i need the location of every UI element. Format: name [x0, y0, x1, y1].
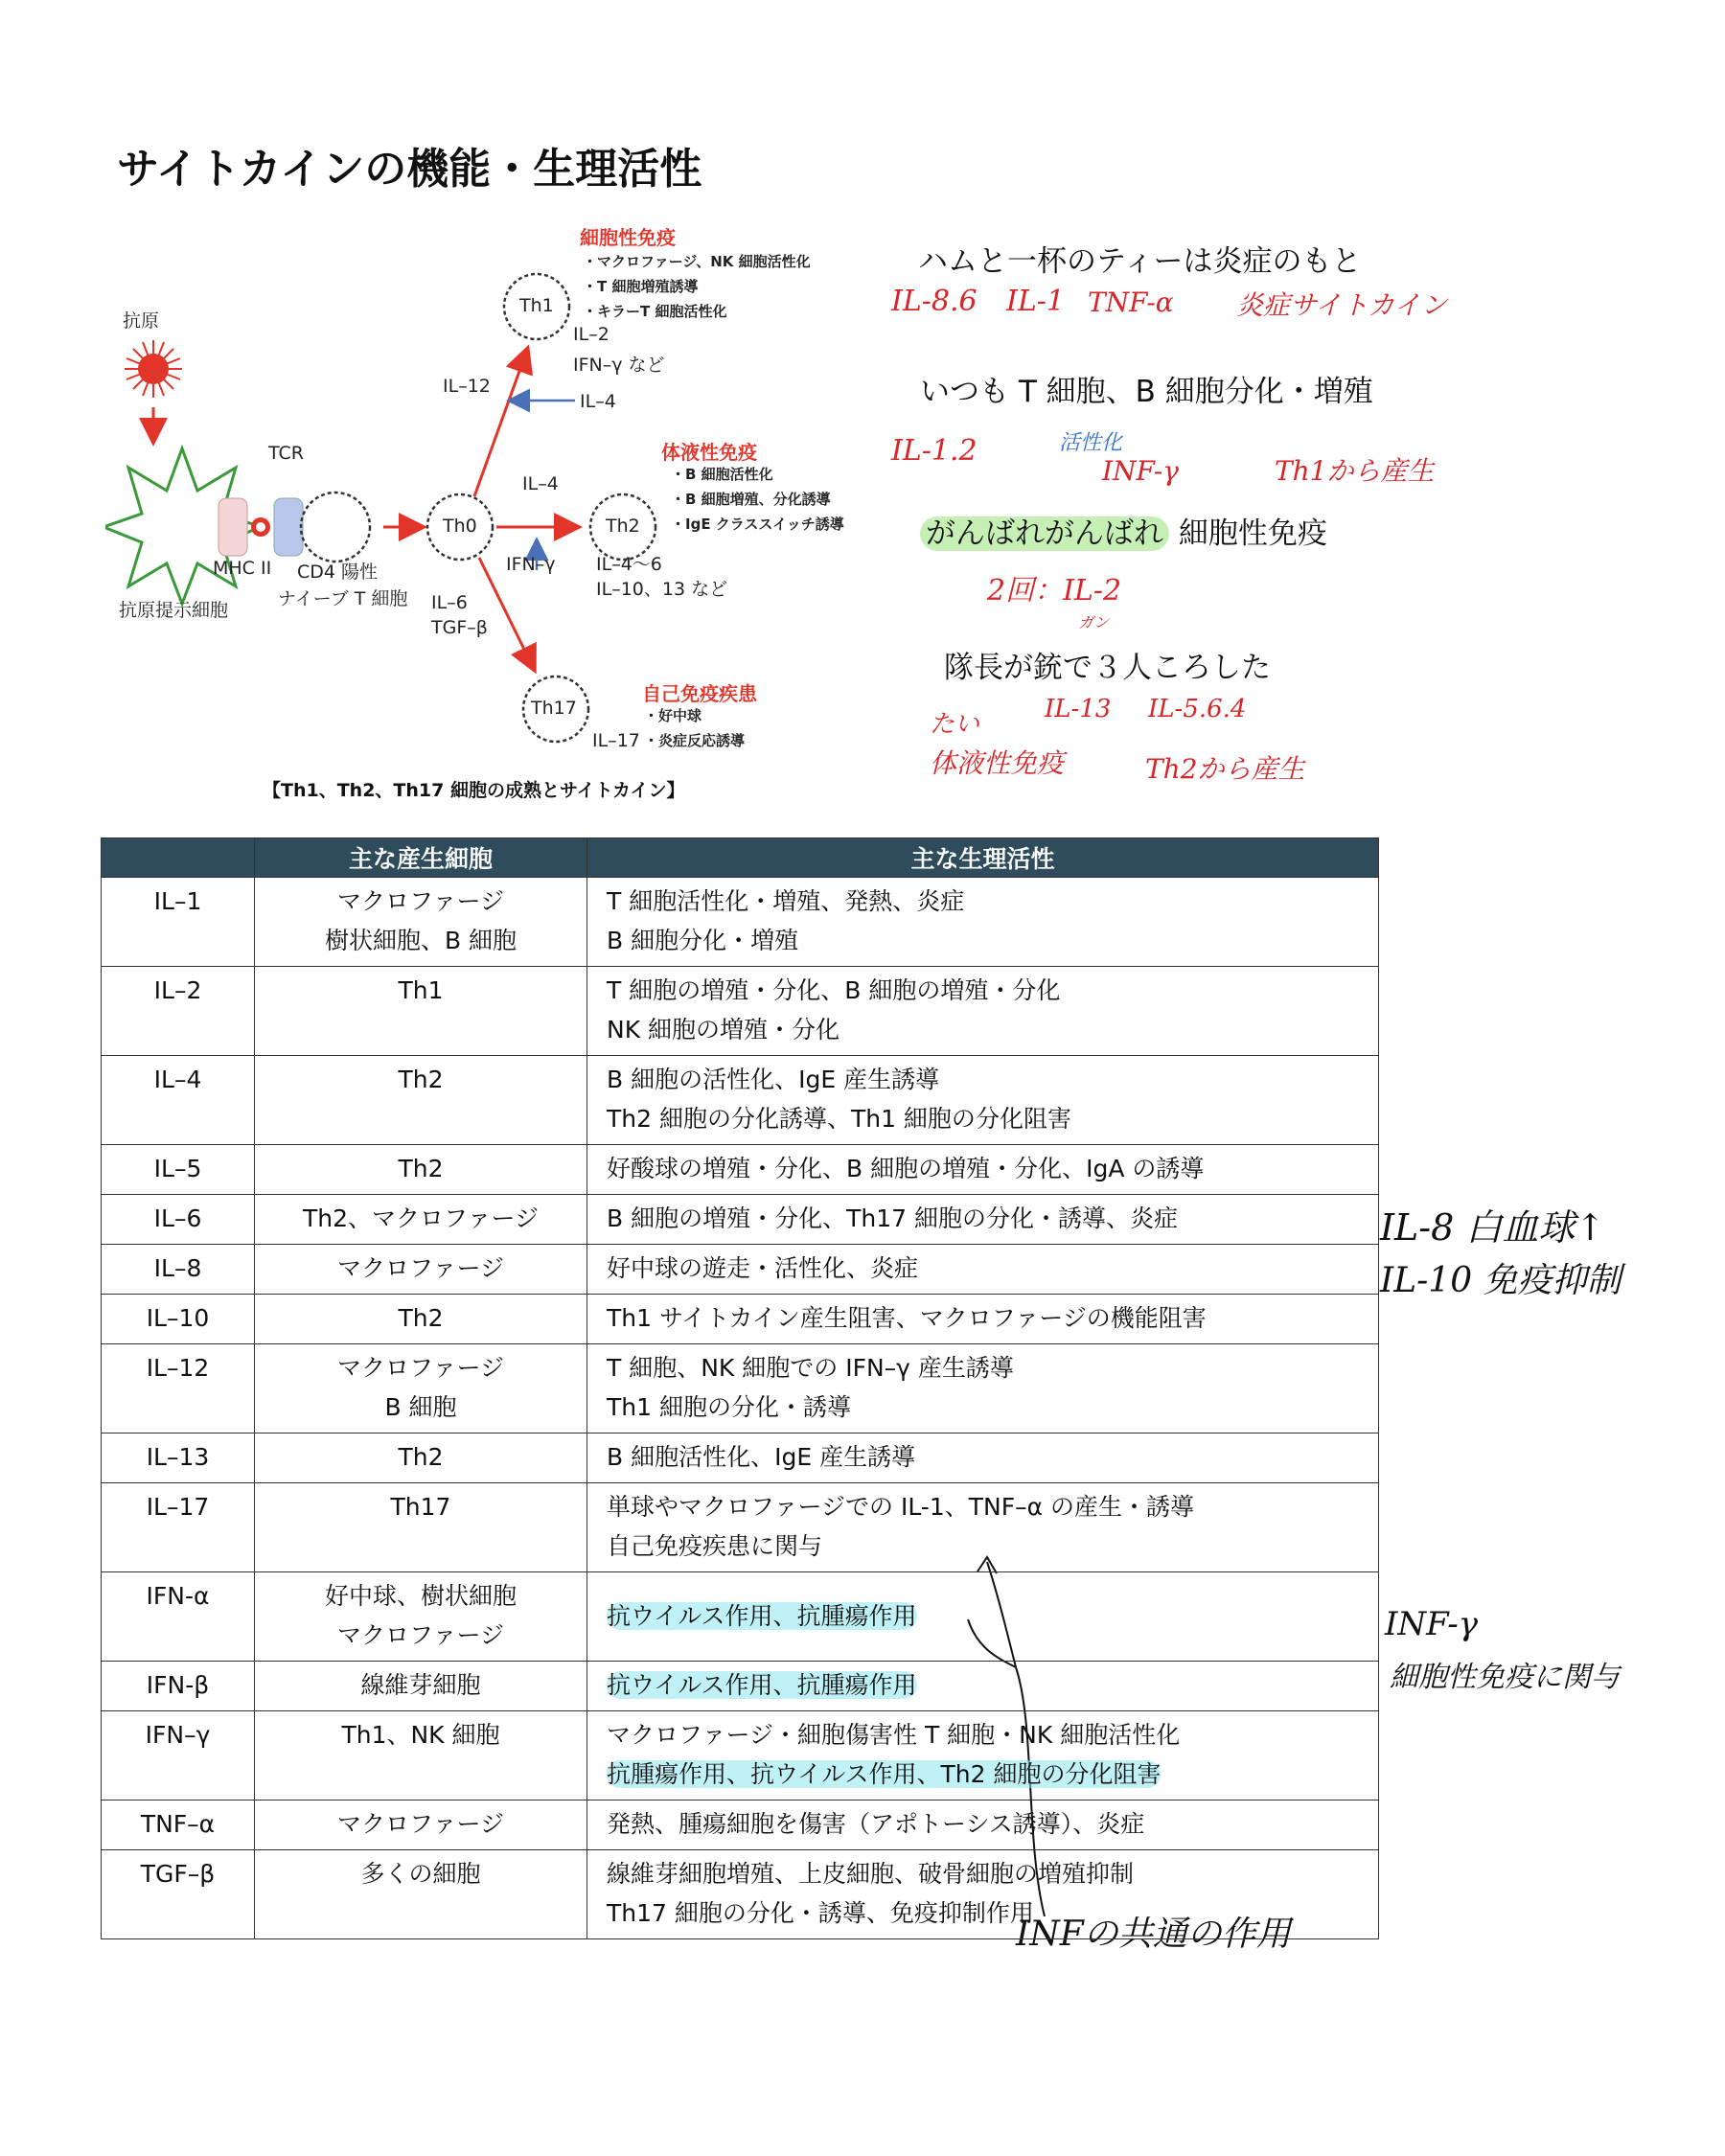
- activity-line: Th1 細胞の分化・誘導: [607, 1393, 851, 1421]
- cytokine-name-cell: IL–8: [102, 1245, 255, 1295]
- activity-line: Th17 細胞の分化・誘導、免疫抑制作用: [607, 1899, 1034, 1927]
- activity-line: T 細胞の増殖・分化、B 細胞の増殖・分化: [607, 976, 1061, 1004]
- activity-line-wrap: [607, 921, 1370, 960]
- table-row: [102, 1344, 1379, 1434]
- hw-th2-produced: Th2から産生: [1145, 753, 1305, 785]
- activity-line-wrap: [607, 1348, 1370, 1388]
- activity-line-wrap: [607, 1388, 1370, 1427]
- list-item: ・好中球: [644, 707, 702, 724]
- cytokine-name-cell: IL–6: [102, 1195, 255, 1245]
- producing-cell-line: Th17: [390, 1493, 451, 1521]
- cytokine-name-cell: IL–2: [102, 967, 255, 1056]
- hw-il12: IL-1.2: [891, 434, 978, 468]
- producing-cell-line: Th1: [398, 976, 444, 1004]
- producing-cell-line: Th2: [398, 1443, 444, 1471]
- hw-inflammatory: 炎症サイトカイン: [1236, 289, 1448, 321]
- producing-cells-cell: [255, 1195, 587, 1245]
- th2-cytokine-2: IL–10、13 など: [596, 579, 728, 600]
- th17-cytokine: IL–17: [592, 730, 640, 751]
- activity-line: B 細胞活性化、IgE 産生誘導: [607, 1443, 916, 1471]
- cytokine-name-cell: IL–5: [102, 1145, 255, 1195]
- activity-line-wrap: [607, 1060, 1370, 1099]
- mnemonic-line-3: [920, 509, 1327, 552]
- activity-line-wrap: [607, 1199, 1370, 1238]
- table-header-row: [102, 838, 1379, 878]
- tcr-label: TCR: [268, 443, 304, 464]
- table-row: [102, 1800, 1379, 1850]
- hw-il13: IL-13: [1045, 695, 1112, 723]
- activity-cell: [587, 1295, 1379, 1344]
- producing-cells-cell: [255, 1483, 587, 1572]
- mnemonic-notes: [891, 225, 1466, 819]
- activity-cell: [587, 1056, 1379, 1145]
- hw-side-il8: IL-8 白血球↑: [1380, 1206, 1606, 1249]
- il4-inhibit-label: IL–4: [580, 391, 616, 412]
- th0-label: Th0: [443, 516, 477, 537]
- producing-cell-line: 線維芽細胞: [360, 1671, 481, 1699]
- activity-line-wrap: [607, 1249, 1370, 1288]
- producing-cell-line: 好中球、樹状細胞: [324, 1582, 517, 1610]
- mnemonic-line-2: いつも T 細胞、B 細胞分化・増殖: [920, 375, 1373, 409]
- activity-line-wrap: [607, 1715, 1370, 1755]
- th17-label: Th17: [531, 698, 577, 719]
- humoral-immunity-list: [671, 462, 844, 537]
- hw-il86: IL-8.6: [891, 285, 978, 318]
- page-title: サイトカインの機能・生理活性: [117, 145, 702, 194]
- producing-cell-line: マクロファージ: [336, 887, 504, 915]
- producing-cell-line: B 細胞: [384, 1393, 457, 1421]
- activity-line: Th2 細胞の分化誘導、Th1 細胞の分化阻害: [607, 1105, 1071, 1133]
- producing-cell-line: Th2: [398, 1304, 444, 1332]
- cellular-immunity-list: [583, 249, 811, 324]
- th2-label: Th2: [606, 516, 640, 537]
- mnemonic-line-1: ハムと一杯のティーは炎症のもと: [918, 244, 1362, 279]
- list-item: ・B 細胞活性化: [671, 466, 773, 483]
- cytokine-name-cell: TNF–α: [102, 1800, 255, 1850]
- list-item: ・キラーT 細胞活性化: [583, 303, 727, 320]
- table-row: [102, 1572, 1379, 1662]
- producing-cell-line: マクロファージ: [336, 1810, 504, 1838]
- th1-cytokine-2: IFN–γ など: [573, 355, 665, 376]
- naive-t-cell: [301, 493, 370, 562]
- activity-cell: [587, 1483, 1379, 1572]
- producing-cells-cell: [255, 1572, 587, 1662]
- cytokine-name-cell: IL–4: [102, 1056, 255, 1145]
- cytokine-table: [101, 837, 1379, 1939]
- activity-line-wrap: [607, 1010, 1370, 1049]
- producing-cells-cell: [255, 1145, 587, 1195]
- activity-cell: [587, 1245, 1379, 1295]
- producing-cells-cell: [255, 1800, 587, 1850]
- table-row: [102, 1850, 1379, 1939]
- activity-line-wrap: [607, 1804, 1370, 1844]
- cellular-immunity-text: 細胞性免疫: [1178, 516, 1327, 551]
- header-producing-cells: 主な産生細胞: [255, 838, 587, 878]
- list-item: ・IgE クラススイッチ誘導: [671, 516, 844, 533]
- activity-line-wrap: [607, 1487, 1370, 1526]
- activity-cell: [587, 1800, 1379, 1850]
- tcr-receptor: [274, 498, 303, 556]
- activity-line-wrap: [607, 971, 1370, 1010]
- activity-line: 抗ウイルス作用、抗腫瘍作用: [607, 1601, 917, 1630]
- table-row: [102, 1483, 1379, 1572]
- activity-cell: [587, 1434, 1379, 1483]
- table-row: [102, 878, 1379, 967]
- hw-th1-produced: Th1から産生: [1275, 455, 1435, 487]
- activity-line: 発熱、腫瘍細胞を傷害（アポトーシス誘導）、炎症: [607, 1810, 1145, 1838]
- hw-side-infg-1: INF-γ: [1385, 1605, 1479, 1643]
- producing-cell-line: Th2: [398, 1155, 444, 1182]
- cytokine-name-cell: IFN-β: [102, 1662, 255, 1711]
- table-row: [102, 1195, 1379, 1245]
- activity-line: 線維芽細胞増殖、上皮細胞、破骨細胞の増殖抑制: [607, 1860, 1135, 1888]
- diagram-caption: 【Th1、Th2、Th17 細胞の成熟とサイトカイン】: [263, 780, 685, 801]
- header-activity: 主な生理活性: [587, 838, 1379, 878]
- activity-cell: [587, 1145, 1379, 1195]
- producing-cell-line: Th2、マクロファージ: [302, 1204, 540, 1232]
- autoimmune-title: 自己免疫疾患: [642, 682, 757, 705]
- th1-label: Th1: [519, 295, 554, 316]
- producing-cells-cell: [255, 1662, 587, 1711]
- cytokine-name-cell: IL–12: [102, 1344, 255, 1434]
- activity-line: Th1 サイトカイン産生阻害、マクロファージの機能阻害: [607, 1304, 1207, 1332]
- antigen-icon: [125, 340, 182, 398]
- producing-cells-cell: [255, 1056, 587, 1145]
- hw-humoral: 体液性免疫: [930, 747, 1065, 779]
- table-row: [102, 1245, 1379, 1295]
- humoral-immunity-title: 体液性免疫: [661, 441, 757, 464]
- activity-line: 好酸球の増殖・分化、B 細胞の増殖・分化、IgA の誘導: [607, 1155, 1205, 1182]
- activity-line-wrap: [607, 882, 1370, 921]
- highlight-ganbare: がんばれがんばれ: [920, 516, 1169, 551]
- cytokine-name-cell: IL–13: [102, 1434, 255, 1483]
- cytokine-name-cell: TGF–β: [102, 1850, 255, 1939]
- hw-side-il10: IL-10 免疫抑制: [1380, 1261, 1622, 1300]
- mhc-receptor: [218, 498, 247, 556]
- producing-cell-line: 多くの細胞: [360, 1860, 481, 1888]
- table-row: [102, 967, 1379, 1056]
- cellular-immunity-title: 細胞性免疫: [580, 226, 676, 249]
- activity-line: 抗腫瘍作用、抗ウイルス作用、Th2 細胞の分化阻害: [607, 1760, 1162, 1788]
- activity-line: B 細胞の増殖・分化、Th17 細胞の分化・誘導、炎症: [607, 1204, 1178, 1232]
- cd4-label-2: ナイーブ T 細胞: [278, 588, 408, 609]
- il4-to-th2-label: IL–4: [522, 473, 559, 494]
- producing-cells-cell: [255, 1850, 587, 1939]
- producing-cells-cell: [255, 967, 587, 1056]
- hw-activation: 活性化: [1059, 431, 1123, 455]
- activity-line: 単球やマクロファージでの IL-1、TNF–α の産生・誘導: [607, 1493, 1195, 1521]
- producing-cells-cell: [255, 1295, 587, 1344]
- cytokine-name-cell: IL–1: [102, 878, 255, 967]
- activity-cell: [587, 1711, 1379, 1800]
- activity-line-wrap: [607, 1437, 1370, 1477]
- producing-cells-cell: [255, 1245, 587, 1295]
- th2-cytokine-1: IL–4〜6: [596, 554, 662, 575]
- producing-cells-cell: [255, 1344, 587, 1434]
- table-row: [102, 1295, 1379, 1344]
- table-row: [102, 1145, 1379, 1195]
- activity-line: T 細胞活性化・増殖、発熱、炎症: [607, 887, 965, 915]
- producing-cell-line: 樹状細胞、B 細胞: [324, 927, 518, 954]
- list-item: ・T 細胞増殖誘導: [583, 278, 699, 295]
- list-item: ・マクロファージ、NK 細胞活性化: [583, 253, 811, 270]
- producing-cells-cell: [255, 1434, 587, 1483]
- mhc-label: MHC II: [213, 558, 272, 579]
- activity-line: B 細胞の活性化、IgE 産生誘導: [607, 1066, 940, 1093]
- cytokine-name-cell: IL–17: [102, 1483, 255, 1572]
- producing-cell-line: マクロファージ: [336, 1254, 504, 1282]
- activity-line-wrap: [607, 1526, 1370, 1566]
- activity-line-wrap: [607, 1099, 1370, 1138]
- activity-cell: [587, 878, 1379, 967]
- producing-cell-line: マクロファージ: [336, 1621, 504, 1649]
- table-row: [102, 1662, 1379, 1711]
- activity-line-wrap: [607, 1596, 1370, 1636]
- activity-cell: [587, 1344, 1379, 1434]
- table-row: [102, 1711, 1379, 1800]
- producing-cells-cell: [255, 1711, 587, 1800]
- activity-line: 自己免疫疾患に関与: [607, 1532, 823, 1560]
- list-item: ・炎症反応誘導: [644, 732, 746, 749]
- autoimmune-list: [644, 703, 745, 753]
- activity-line-wrap: [607, 1893, 1370, 1933]
- apc-label: 抗原提示細胞: [119, 600, 229, 621]
- activity-line-wrap: [607, 1298, 1370, 1338]
- producing-cell-line: Th2: [398, 1066, 444, 1093]
- activity-line: NK 細胞の増殖・分化: [607, 1016, 840, 1044]
- cd4-label-1: CD4 陽性: [297, 562, 379, 583]
- list-item: ・B 細胞増殖、分化誘導: [671, 491, 831, 508]
- activity-cell: [587, 1662, 1379, 1711]
- table-row: [102, 1434, 1379, 1483]
- activity-line-wrap: [607, 1755, 1370, 1794]
- hw-ifn-common: INFの共通の作用: [1016, 1915, 1291, 1954]
- antigen-label: 抗原: [123, 310, 160, 332]
- table-row: [102, 1056, 1379, 1145]
- activity-line: T 細胞、NK 細胞での IFN–γ 産生誘導: [607, 1354, 1014, 1382]
- hw-ifng: INF-γ: [1102, 455, 1179, 487]
- activity-line: 抗ウイルス作用、抗腫瘍作用: [607, 1671, 917, 1699]
- th1-cytokine-1: IL–2: [573, 324, 610, 345]
- mnemonic-line-4: 隊長が銃で３人ころした: [944, 651, 1271, 685]
- hw-il1: IL-1: [1006, 285, 1065, 318]
- hw-il2: 2回：IL-2: [987, 574, 1122, 608]
- hw-tai: たい: [930, 710, 980, 739]
- activity-line-wrap: [607, 1665, 1370, 1705]
- producing-cells-cell: [255, 878, 587, 967]
- th-differentiation-diagram: [105, 211, 872, 824]
- activity-line-wrap: [607, 1149, 1370, 1188]
- activity-cell: [587, 1572, 1379, 1662]
- cytokine-name-cell: IFN–γ: [102, 1711, 255, 1800]
- activity-cell: [587, 1195, 1379, 1245]
- activity-cell: [587, 1850, 1379, 1939]
- producing-cell-line: マクロファージ: [336, 1354, 504, 1382]
- activity-line: マクロファージ・細胞傷害性 T 細胞・NK 細胞活性化: [607, 1721, 1181, 1749]
- hw-side-infg-2: 細胞性免疫に関与: [1390, 1661, 1620, 1694]
- tgf-label: TGF–β: [431, 617, 488, 638]
- header-cytokine: [102, 838, 255, 878]
- il12-label: IL–12: [443, 376, 491, 397]
- cytokine-name-cell: IL–10: [102, 1295, 255, 1344]
- activity-cell: [587, 967, 1379, 1056]
- hw-tnf: TNF-α: [1088, 287, 1174, 318]
- hw-gan: ガン: [1078, 613, 1110, 631]
- ifn-inhibit-label: IFN–γ: [506, 554, 556, 575]
- producing-cell-line: Th1、NK 細胞: [341, 1721, 500, 1749]
- hw-il564: IL-5.6.4: [1148, 695, 1247, 723]
- il6-label: IL–6: [431, 592, 468, 613]
- activity-line-wrap: [607, 1854, 1370, 1893]
- activity-line: B 細胞分化・増殖: [607, 927, 799, 954]
- cytokine-name-cell: IFN-α: [102, 1572, 255, 1662]
- activity-line: 好中球の遊走・活性化、炎症: [607, 1254, 919, 1282]
